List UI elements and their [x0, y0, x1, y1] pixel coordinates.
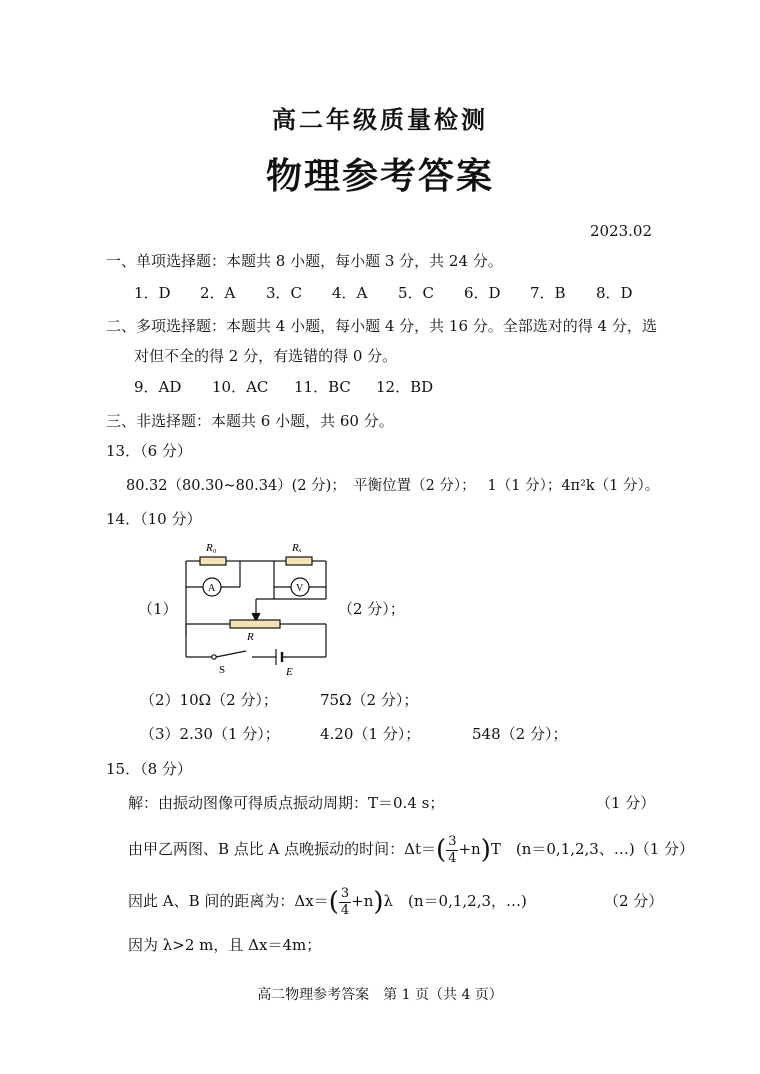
- rheostat-label: R: [247, 631, 254, 643]
- r0-label: R₀: [206, 542, 217, 554]
- exam-date: 2023.02: [589, 222, 652, 240]
- q15-line3-pre: 因此 A、B 间的距离为：Δx＝: [128, 892, 329, 911]
- fraction-denominator: 4: [448, 850, 457, 866]
- answer-item: 7．B: [530, 284, 566, 302]
- rx-label: Rₓ: [292, 542, 302, 554]
- q13-label: 13．（6 分）: [106, 442, 192, 460]
- circuit-diagram: [176, 535, 336, 681]
- page-title: 物理参考答案: [265, 155, 494, 197]
- q13-answer: 80.32（80.30~80.34）(2 分)； 平衡位置（2 分）； 1（1 分）；4π²k（1 分）。: [126, 478, 660, 494]
- q15-line2: [128, 834, 694, 866]
- section1-heading: 一、单项选择题：本题共 8 小题，每小题 3 分，共 24 分。: [106, 252, 503, 270]
- q15-line3-mid: +n: [351, 892, 374, 911]
- fraction: [339, 886, 351, 918]
- q15-line3-post: λ (n＝0,1,2,3，…): [383, 892, 527, 911]
- fraction-denominator: 4: [340, 902, 350, 918]
- q14-part2-b: 75Ω（2 分）；: [320, 691, 419, 709]
- q14-part1-score: （2 分）；: [338, 600, 405, 618]
- q15-line2-mid: +n: [458, 840, 481, 859]
- q15-line1-score: （1 分）: [596, 794, 656, 812]
- q14-part3-a: （3）2.30（1 分）；: [140, 725, 280, 743]
- page-footer: 高二物理参考答案 第 1 页（共 4 页）: [257, 987, 503, 1003]
- switch-label: S: [219, 664, 226, 676]
- voltmeter-symbol: V: [296, 583, 304, 594]
- paren-open: (: [436, 835, 447, 866]
- section2-heading-line2: 对但不全的得 2 分，有选错的得 0 分。: [134, 347, 398, 365]
- q15-label: 15．（8 分）: [106, 760, 192, 778]
- q14-part3-b: 4.20（1 分）；: [320, 725, 421, 743]
- paren-close: ): [480, 835, 491, 866]
- fraction: [446, 834, 458, 866]
- fraction-numerator: 3: [448, 834, 457, 849]
- section1-answers: [134, 282, 662, 303]
- answer-item: 4．A: [332, 284, 368, 302]
- q14-part1-label: （1）: [138, 600, 178, 618]
- q15-line4: 因为 λ>2 m，且 Δx＝4m；: [128, 936, 322, 954]
- exam-title: 高二年级质量检测: [272, 105, 488, 134]
- section2-answers: [134, 376, 458, 397]
- q15-line3: [128, 886, 527, 918]
- answer-item: 3．C: [266, 284, 303, 302]
- ammeter-symbol: A: [208, 583, 216, 594]
- answer-item: 10．AC: [212, 378, 269, 396]
- q14-part3-c: 548（2 分）；: [472, 725, 568, 743]
- answer-item: 6．D: [464, 284, 501, 302]
- answer-item: 2．A: [200, 284, 236, 302]
- answer-item: 8．D: [596, 284, 633, 302]
- emf-label: E: [286, 666, 293, 678]
- section3-heading: 三、非选择题：本题共 6 小题，共 60 分。: [106, 412, 394, 430]
- q14-part2-a: （2）10Ω（2 分）；: [140, 691, 278, 709]
- q15-line2-pre: 由甲乙两图、B 点比 A 点晚振动的时间：Δt＝: [128, 840, 437, 859]
- q15-line3-score: （2 分）: [604, 892, 664, 910]
- q14-label: 14．（10 分）: [106, 510, 202, 528]
- answer-item: 9．AD: [134, 378, 182, 396]
- q15-line2-post: T (n＝0,1,2,3、…)（1 分）: [490, 840, 695, 859]
- answer-item: 5．C: [398, 284, 435, 302]
- paren-close: ): [373, 887, 384, 918]
- fraction-numerator: 3: [340, 886, 350, 901]
- answer-item: 11．BC: [294, 378, 351, 396]
- section2-heading-line1: 二、多项选择题：本题共 4 小题，每小题 4 分，共 16 分。全部选对的得 4 分，选: [106, 317, 657, 335]
- answer-item: 1．D: [134, 284, 171, 302]
- answer-item: 12．BD: [376, 378, 434, 396]
- paren-open: (: [328, 887, 339, 918]
- q15-line1: 解：由振动图像可得质点振动周期：T＝0.4 s；: [128, 794, 445, 812]
